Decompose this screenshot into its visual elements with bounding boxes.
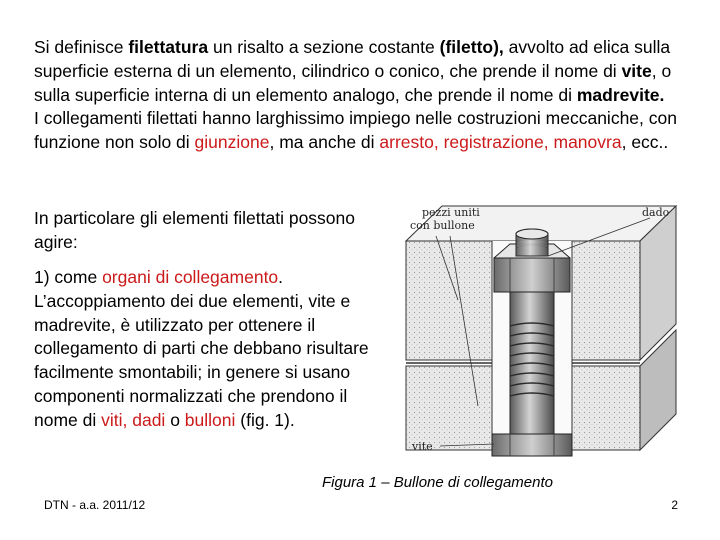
term-arresto-registrazione-manovra: arresto, registrazione, manovra xyxy=(379,132,622,153)
intro-paragraph xyxy=(34,36,694,155)
point-text: (fig. 1). xyxy=(235,409,295,430)
intro-text: un risalto a sezione costante xyxy=(208,37,440,57)
term-vite: vite xyxy=(621,60,652,81)
intro-text: Si definisce xyxy=(34,37,129,57)
point-1-paragraph xyxy=(34,266,394,433)
term-organi-di-collegamento: organi di collegamento xyxy=(102,267,279,287)
intro-text: , o sulla superficie interna di un elemento analogo, che prende il nome di xyxy=(34,60,672,105)
label-pezzi-uniti: pezzi uniti xyxy=(422,206,480,219)
page-number: 2 xyxy=(671,498,678,512)
intro-text: , ma anche di xyxy=(269,132,380,153)
intro-text: I collegamenti filettati hanno larghissimo impiego nelle costruzioni meccaniche, con funzione non solo di xyxy=(34,108,677,153)
intro-text: avvolto ad elica sulla superficie esterna di un elemento, cilindrico o conico, che prende il nome di xyxy=(34,37,671,81)
label-con-bullone: con bullone xyxy=(410,219,475,232)
point-text: . L’accoppiamento dei due elementi, vite e madrevite, è utilizzato per ottenere il collegamento di parti che debbano risultare facilmente smontabili; in genere si usano componenti normalizzati che prendono il nome di xyxy=(34,267,369,430)
term-filettatura: filettatura xyxy=(128,37,209,57)
term-madrevite: madrevite. xyxy=(576,84,665,105)
term-bulloni: bulloni xyxy=(184,409,236,430)
figure-caption: Figura 1 – Bullone di collegamento xyxy=(322,474,553,491)
label-dado: dado xyxy=(642,206,670,219)
particular-paragraph: In particolare gli elementi filettati possono agire: xyxy=(34,208,356,252)
point-text: o xyxy=(165,409,185,430)
bolt-figure xyxy=(398,196,680,468)
bolt-head xyxy=(492,434,572,456)
footer-course: DTN - a.a. 2011/12 xyxy=(44,498,146,512)
label-vite: vite xyxy=(412,440,433,453)
term-giunzione: giunzione xyxy=(194,132,270,153)
intro-text: , ecc.. xyxy=(621,132,669,153)
term-filetto: (filetto), xyxy=(439,37,504,57)
point-text: 1) come xyxy=(34,267,103,287)
term-viti-dadi: viti, dadi xyxy=(101,409,166,430)
